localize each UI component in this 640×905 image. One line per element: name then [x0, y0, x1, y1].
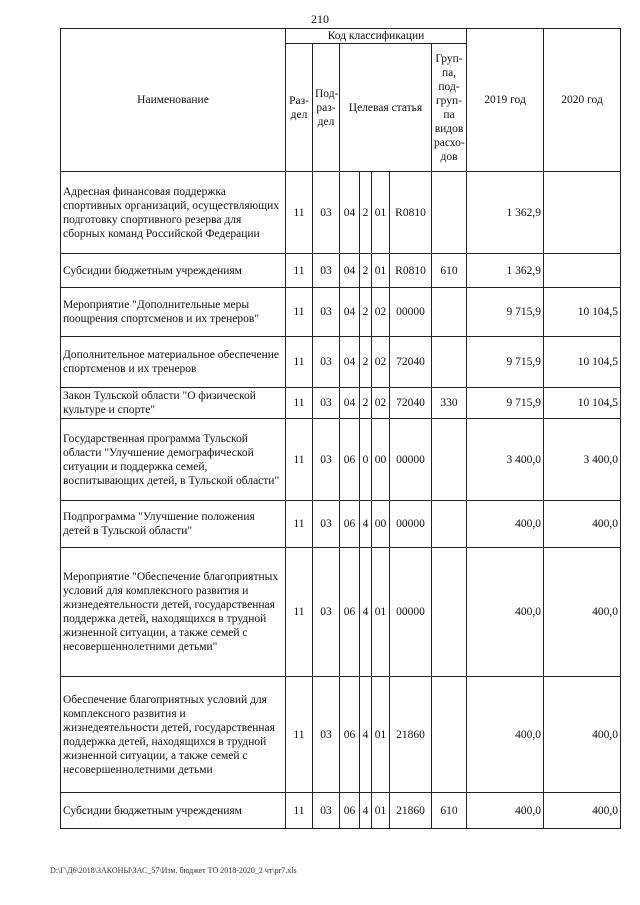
row-target-subprogram: 4 [360, 793, 372, 829]
table-row [61, 419, 621, 501]
table-row [61, 388, 621, 419]
row-expense-group [432, 419, 467, 501]
row-target-event: 02 [372, 388, 390, 419]
row-target-program: 04 [340, 288, 360, 337]
row-section: 11 [286, 793, 313, 829]
header-subsection: Под- раз- дел [313, 44, 340, 172]
row-section: 11 [286, 254, 313, 288]
row-target-event: 01 [372, 548, 390, 677]
row-section: 11 [286, 172, 313, 254]
row-target-event: 01 [372, 677, 390, 793]
header-classification-code: Код классификации [286, 29, 467, 44]
table-row [61, 677, 621, 793]
row-expense-group: 610 [432, 793, 467, 829]
table-row [61, 793, 621, 829]
row-target-program: 06 [340, 419, 360, 501]
row-target-program: 06 [340, 501, 360, 548]
row-subsection: 03 [313, 677, 340, 793]
row-target-direction: 00000 [390, 548, 432, 677]
row-target-subprogram: 2 [360, 388, 372, 419]
file-path-footer: D:\Г\Д6\2018\ЗАКОНЫ\ЗАС_57\Изм. бюджет ТО 2018-2020_2 чт\pr7.xls [50, 866, 297, 875]
row-value-2020 [544, 172, 621, 254]
row-expense-group [432, 548, 467, 677]
row-target-program: 04 [340, 254, 360, 288]
row-target-direction: 72040 [390, 337, 432, 388]
row-value-2019: 1 362,9 [467, 172, 544, 254]
row-target-subprogram: 2 [360, 172, 372, 254]
row-subsection: 03 [313, 419, 340, 501]
header-year-2019: 2019 год [467, 29, 544, 172]
row-value-2020: 400,0 [544, 677, 621, 793]
row-target-event: 01 [372, 793, 390, 829]
row-target-event: 02 [372, 288, 390, 337]
table-row [61, 254, 621, 288]
header-section: Раз- дел [286, 44, 313, 172]
row-name: Субсидии бюджетным учреждениям [61, 254, 286, 288]
row-expense-group [432, 288, 467, 337]
table-row [61, 337, 621, 388]
row-target-subprogram: 0 [360, 419, 372, 501]
row-value-2020 [544, 254, 621, 288]
row-name: Мероприятие "Обеспечение благоприятных условий для комплексного развития и жизнедеятельности детей, государственная поддержка детей, находящихся в трудной жизненной ситуации, а также семей с несовершеннолетними детьми" [61, 548, 286, 677]
row-target-program: 04 [340, 172, 360, 254]
row-value-2020: 10 104,5 [544, 288, 621, 337]
row-section: 11 [286, 419, 313, 501]
row-name: Подпрограмма "Улучшение положения детей в Тульской области" [61, 501, 286, 548]
header-target-article: Целевая статья [340, 44, 432, 172]
row-subsection: 03 [313, 288, 340, 337]
row-subsection: 03 [313, 254, 340, 288]
row-name: Мероприятие "Дополнительные меры поощрения спортсменов и их тренеров" [61, 288, 286, 337]
row-expense-group [432, 172, 467, 254]
row-target-event: 00 [372, 419, 390, 501]
row-value-2019: 400,0 [467, 677, 544, 793]
row-target-subprogram: 2 [360, 337, 372, 388]
row-value-2020: 400,0 [544, 548, 621, 677]
row-expense-group: 610 [432, 254, 467, 288]
row-target-direction: 21860 [390, 677, 432, 793]
header-year-2020: 2020 год [544, 29, 621, 172]
row-target-program: 06 [340, 677, 360, 793]
row-target-event: 01 [372, 254, 390, 288]
row-value-2019: 400,0 [467, 548, 544, 677]
row-target-direction: 21860 [390, 793, 432, 829]
row-section: 11 [286, 501, 313, 548]
budget-table [60, 28, 621, 829]
table-row [61, 288, 621, 337]
row-value-2019: 400,0 [467, 793, 544, 829]
row-value-2019: 1 362,9 [467, 254, 544, 288]
row-name: Обеспечение благоприятных условий для комплексного развития и жизнедеятельности детей, государственная поддержка детей, находящихся в трудной жизненной ситуации, а также семей с несовершеннолетними детьми [61, 677, 286, 793]
row-target-subprogram: 2 [360, 288, 372, 337]
row-target-direction: 00000 [390, 288, 432, 337]
row-target-direction: 00000 [390, 419, 432, 501]
row-expense-group [432, 501, 467, 548]
row-value-2019: 9 715,9 [467, 337, 544, 388]
row-target-program: 04 [340, 388, 360, 419]
row-subsection: 03 [313, 793, 340, 829]
row-value-2020: 10 104,5 [544, 388, 621, 419]
row-target-program: 04 [340, 337, 360, 388]
row-value-2020: 400,0 [544, 793, 621, 829]
row-expense-group [432, 677, 467, 793]
row-value-2020: 10 104,5 [544, 337, 621, 388]
row-target-event: 01 [372, 172, 390, 254]
row-target-direction: 00000 [390, 501, 432, 548]
row-name: Закон Тульской области "О физической культуре и спорте" [61, 388, 286, 419]
row-section: 11 [286, 388, 313, 419]
row-value-2019: 400,0 [467, 501, 544, 548]
table-row [61, 548, 621, 677]
row-target-subprogram: 4 [360, 548, 372, 677]
row-target-program: 06 [340, 793, 360, 829]
row-target-subprogram: 2 [360, 254, 372, 288]
row-section: 11 [286, 288, 313, 337]
row-expense-group [432, 337, 467, 388]
row-expense-group: 330 [432, 388, 467, 419]
row-name: Адресная финансовая поддержка спортивных организаций, осуществляющих подготовку спортивного резерва для сборных команд Российской Федерации [61, 172, 286, 254]
row-target-direction: 72040 [390, 388, 432, 419]
row-target-subprogram: 4 [360, 501, 372, 548]
row-name: Государственная программа Тульской области "Улучшение демографической ситуации и поддержка семей, воспитывающих детей, в Тульской области" [61, 419, 286, 501]
row-subsection: 03 [313, 337, 340, 388]
row-target-event: 00 [372, 501, 390, 548]
row-target-direction: R0810 [390, 172, 432, 254]
row-subsection: 03 [313, 172, 340, 254]
header-name: Наименование [61, 29, 286, 172]
row-value-2019: 9 715,9 [467, 388, 544, 419]
row-target-subprogram: 4 [360, 677, 372, 793]
row-subsection: 03 [313, 501, 340, 548]
row-target-event: 02 [372, 337, 390, 388]
row-value-2019: 9 715,9 [467, 288, 544, 337]
row-target-direction: R0810 [390, 254, 432, 288]
row-subsection: 03 [313, 388, 340, 419]
row-value-2020: 400,0 [544, 501, 621, 548]
row-name: Субсидии бюджетным учреждениям [61, 793, 286, 829]
page-number: 210 [311, 12, 329, 26]
row-name: Дополнительное материальное обеспечение спортсменов и их тренеров [61, 337, 286, 388]
header-expense-group: Груп- па, под- груп- па видов расхо- дов [432, 44, 467, 172]
row-subsection: 03 [313, 548, 340, 677]
row-target-program: 06 [340, 548, 360, 677]
row-value-2019: 3 400,0 [467, 419, 544, 501]
row-section: 11 [286, 337, 313, 388]
table-row [61, 172, 621, 254]
row-section: 11 [286, 677, 313, 793]
table-row [61, 501, 621, 548]
row-value-2020: 3 400,0 [544, 419, 621, 501]
row-section: 11 [286, 548, 313, 677]
